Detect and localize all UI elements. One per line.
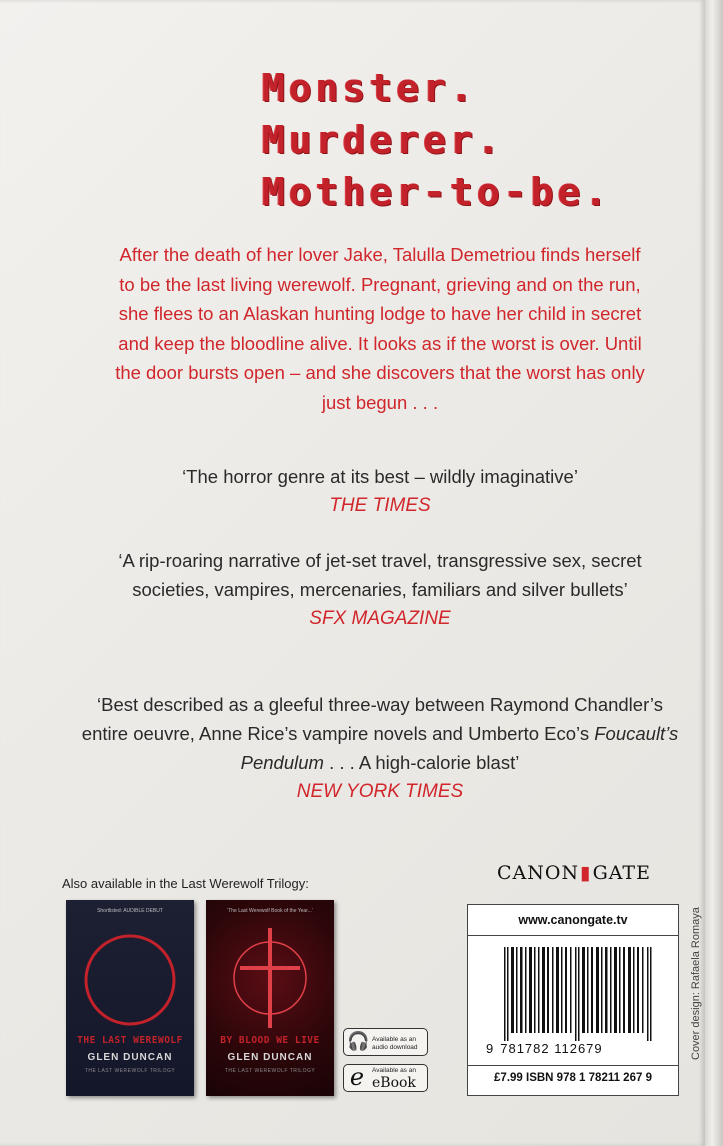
cross-circle-icon xyxy=(206,900,334,1096)
barcode-panel xyxy=(467,904,679,1096)
book-title: BY BLOOD WE LIVE xyxy=(220,1035,320,1046)
quote-text: ‘Best described as a gleeful three-way between Raymond Chandler’s entire oeuvre, Anne Rice’s vampire novels and Umberto Eco’s xyxy=(81,694,663,744)
divider xyxy=(468,935,678,936)
book-title: THE LAST WEREWOLF xyxy=(77,1035,183,1046)
barcode-icon xyxy=(504,947,652,1041)
quote-text: ‘The horror genre at its best – wildly imaginative’ xyxy=(182,466,578,487)
also-available-label: Also available in the Last Werewolf Trilogy: xyxy=(62,876,309,891)
ebook-badge xyxy=(343,1064,428,1092)
book-cover-the-last-werewolf xyxy=(66,900,194,1096)
quote-text-end: . . . A high-calorie blast’ xyxy=(323,752,520,773)
quote-text: ‘A rip-roaring narrative of jet-set travel, transgressive sex, secret societies, vampires, mercenaries, familiars and silver bullets’ xyxy=(118,550,642,600)
ebook-badge-big: eBook xyxy=(372,1075,416,1091)
quote-source: THE TIMES xyxy=(329,495,431,516)
divider xyxy=(468,1065,678,1066)
publisher-url: www.canongate.tv xyxy=(518,913,628,927)
isbn-digits xyxy=(486,1041,662,1056)
headline xyxy=(262,62,612,218)
publisher-logo xyxy=(497,862,651,884)
review-quote-3 xyxy=(80,690,680,806)
audio-badge-text: Available as an audio download xyxy=(372,1036,418,1051)
headline-line-1: Monster. xyxy=(262,66,478,110)
book-tagline: ‘The Last Werewolf Book of the Year...’ xyxy=(227,908,313,914)
isbn-digit-first: 9 xyxy=(486,1041,495,1056)
quote-source: NEW YORK TIMES xyxy=(296,781,464,802)
cover-design-credit: Cover design: Rafaela Romaya xyxy=(690,907,702,1060)
headline-line-3: Mother-to-be. xyxy=(262,170,612,214)
book-tagline: Shortlisted: AUDIBLE DEBUT xyxy=(97,908,163,914)
publisher-name-left: CANON xyxy=(497,862,580,884)
price-isbn-line: £7.99 ISBN 978 1 78211 267 9 xyxy=(494,1072,652,1084)
audio-download-badge xyxy=(343,1028,428,1056)
review-quote-1 xyxy=(80,462,680,520)
ebook-e-icon: e xyxy=(349,1063,365,1091)
spine-edge xyxy=(705,0,723,1146)
quote-source: SFX MAGAZINE xyxy=(309,608,451,629)
publisher-name-right: GATE xyxy=(592,862,651,884)
isbn-digits-rest: 781782 112679 xyxy=(500,1041,603,1056)
synopsis-blurb: After the death of her lover Jake, Talulla Demetriou finds herself to be the last living werewolf. Pregnant, grieving and on the run, she flees to an Alaskan hunting lodge to have her child in secret and keep the bloodline alive. It looks as if the worst is over. Until the door bursts open – and she discovers that the worst has only just begun . . . xyxy=(115,244,645,413)
book-series: THE LAST WEREWOLF TRILOGY xyxy=(224,1068,316,1074)
book-cover-by-blood-we-live xyxy=(206,900,334,1096)
review-quote-2 xyxy=(80,546,680,633)
canongate-mark-icon: ▮ xyxy=(580,862,592,884)
ebook-badge-small: Available as an xyxy=(372,1067,416,1074)
quote-italic-title: Foucault’s Pendulum xyxy=(240,723,679,773)
book-author: GLEN DUNCAN xyxy=(87,1052,173,1063)
headphones-icon: 🎧 xyxy=(347,1031,370,1051)
book-author: GLEN DUNCAN xyxy=(227,1052,313,1063)
red-circle-icon xyxy=(66,900,194,1096)
headline-line-2: Murderer. xyxy=(262,118,504,162)
book-series: THE LAST WEREWOLF TRILOGY xyxy=(84,1068,176,1074)
